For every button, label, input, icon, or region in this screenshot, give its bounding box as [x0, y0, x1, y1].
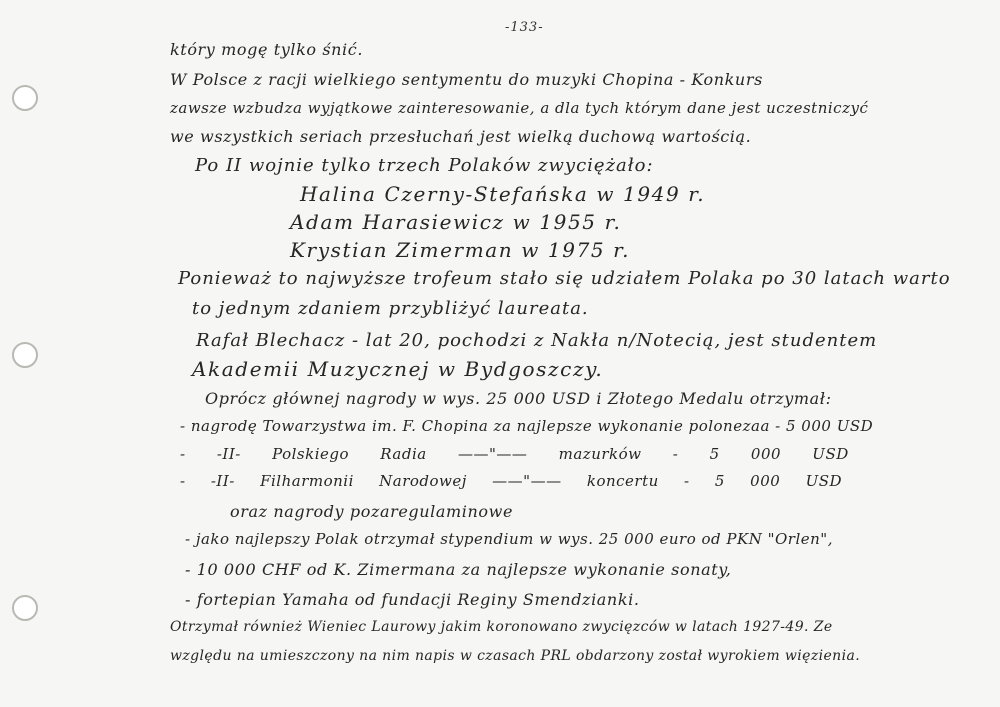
award-line: - fortepian Yamaha od fundacji Reginy Smendzianki. [185, 590, 640, 609]
text-line: Otrzymał również Wieniec Laurowy jakim koronowano zwycięzców w latach 1927-49. Ze [170, 619, 833, 635]
punch-hole-icon [12, 85, 38, 111]
award-line: - -II- Polskiego Radia ——"—— mazurków - 5 000 USD [180, 445, 849, 463]
page-number: -133- [505, 20, 544, 35]
text-line: Ponieważ to najwyższe trofeum stało się udziałem Polaka po 30 latach warto [178, 268, 951, 289]
text-line: Oprócz głównej nagrody w wys. 25 000 USD i Złotego Medalu otrzymał: [205, 389, 832, 408]
award-line: - nagrodę Towarzystwa im. F. Chopina za najlepsze wykonanie polonezaa - 5 000 USD [180, 417, 874, 435]
text-line: W Polsce z racji wielkiego sentymentu do muzyki Chopina - Konkurs [170, 70, 763, 89]
text-line: Rafał Blechacz - lat 20, pochodzi z Nakła n/Notecią, jest studentem [196, 330, 878, 351]
text-line: to jednym zdaniem przybliżyć laureata. [192, 298, 589, 319]
text-line: zawsze wzbudza wyjątkowe zainteresowanie, a dla tych którym dane jest uczestniczyć [170, 99, 869, 117]
text-line: Akademii Muzycznej w Bydgoszczy. [192, 357, 604, 381]
text-line: Po II wojnie tylko trzech Polaków zwyciężało: [195, 155, 654, 176]
punch-hole-icon [12, 342, 38, 368]
punch-hole-icon [12, 595, 38, 621]
winner-line: Krystian Zimerman w 1975 r. [290, 238, 631, 262]
text-line: we wszystkich seriach przesłuchań jest wielką duchową wartością. [170, 127, 752, 146]
text-line: względu na umieszczony na nim napis w czasach PRL obdarzony został wyrokiem więzienia. [170, 648, 861, 664]
text-line: oraz nagrody pozaregulaminowe [230, 502, 514, 521]
text-line: który mogę tylko śnić. [170, 40, 364, 59]
winner-line: Halina Czerny-Stefańska w 1949 r. [300, 182, 706, 206]
award-line: - jako najlepszy Polak otrzymał stypendium w wys. 25 000 euro od PKN "Orlen", [185, 530, 833, 548]
award-line: - 10 000 CHF od K. Zimermana za najlepsze wykonanie sonaty, [185, 560, 732, 579]
winner-line: Adam Harasiewicz w 1955 r. [290, 210, 622, 234]
award-line: - -II- Filharmonii Narodowej ——"—— koncertu - 5 000 USD [180, 472, 843, 490]
